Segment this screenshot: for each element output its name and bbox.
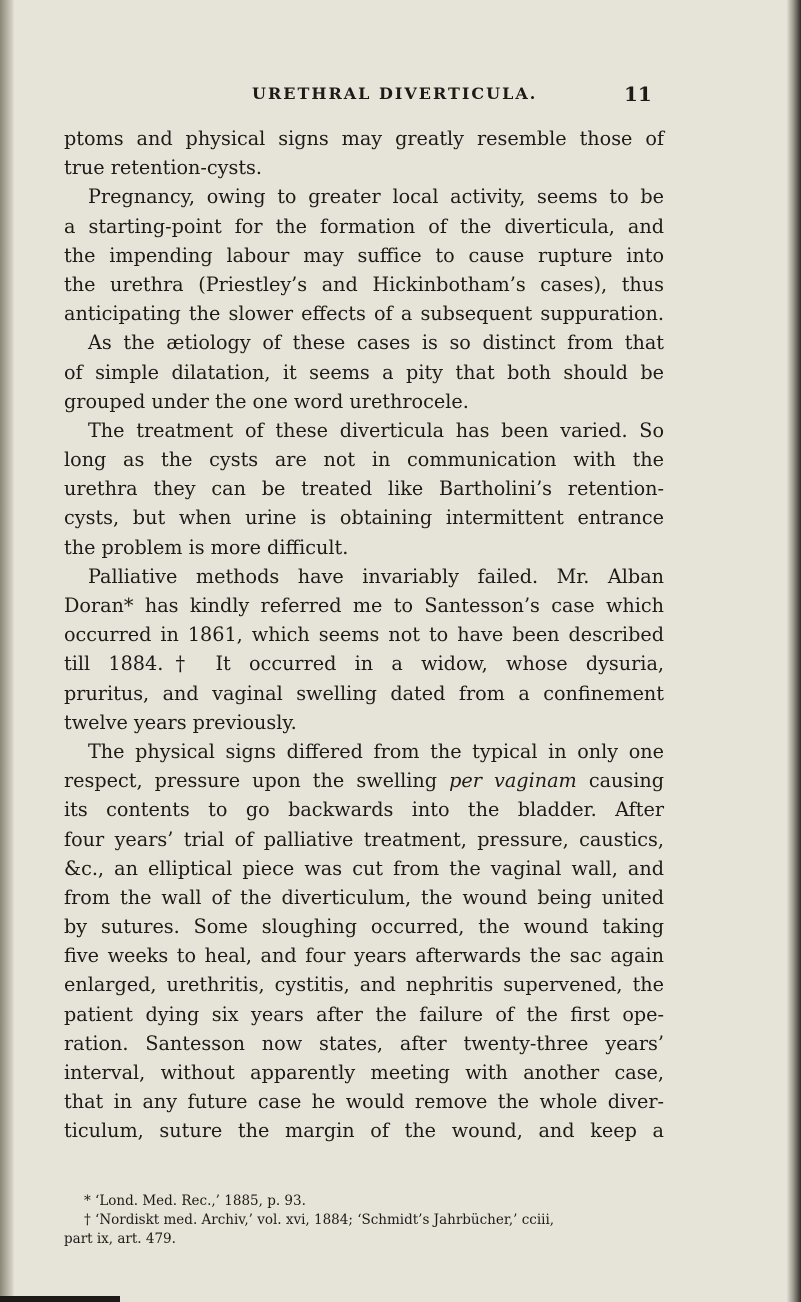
- body-text: [64, 124, 664, 1146]
- text-line: occurred in 1861, which seems not to have been described: [64, 623, 664, 647]
- text-line: its contents to go backwards into the bladder. After: [64, 798, 664, 822]
- text-line: of simple dilatation, it seems a pity that both should be: [64, 360, 664, 384]
- text-line: by sutures. Some sloughing occurred, the wound taking: [64, 915, 664, 939]
- text-line: a starting-point for the formation of the diverticula, and: [64, 214, 664, 238]
- text-line: four years’ trial of palliative treatment, pressure, caustics,: [64, 827, 664, 851]
- text-line: pruritus, and vaginal swelling dated from a confinement: [64, 681, 664, 705]
- text-line: Doran* has kindly referred me to Santesson’s case which: [64, 594, 664, 617]
- page-edge-shadow: [787, 0, 801, 1302]
- text-line: patient dying six years after the failure of the first ope-: [64, 1002, 664, 1026]
- text-line: Palliative methods have invariably failed. Mr. Alban: [88, 564, 664, 588]
- text-line: ration. Santesson now states, after twenty-three years’: [64, 1031, 664, 1055]
- text-line: &c., an elliptical piece was cut from the vaginal wall, and: [64, 856, 664, 880]
- text-line: As the ætiology of these cases is so distinct from that: [88, 331, 664, 355]
- text-line: twelve years previously.: [64, 710, 297, 734]
- text-segment: respect, pressure upon the swelling: [64, 769, 437, 793]
- text-line: urethra they can be treated like Bartholini’s retention-: [64, 477, 664, 501]
- page-header: [0, 84, 801, 110]
- text-line: anticipating the slower effects of a subsequent suppuration.: [64, 302, 664, 326]
- page-corner-shadow: [0, 1296, 120, 1302]
- text-line: ticulum, suture the margin of the wound, and keep a: [64, 1119, 664, 1143]
- text-line: till 1884.† It occurred in a widow, whose dysuria,: [64, 652, 664, 676]
- text-line: cysts, but when urine is obtaining intermittent entrance: [64, 506, 664, 530]
- text-line: The treatment of these diverticula has been varied. So: [88, 418, 664, 442]
- footnotes: [64, 1192, 664, 1249]
- footnote: * ‘Lond. Med. Rec.,’ 1885, p. 93.: [84, 1193, 306, 1209]
- text-line: the urethra (Priestley’s and Hickinbotham’s cases), thus: [64, 272, 664, 296]
- text-line: grouped under the one word urethrocele.: [64, 389, 469, 413]
- text-line: that in any future case he would remove the whole diver-: [64, 1090, 664, 1114]
- text-line: the impending labour may suffice to cause rupture into: [64, 243, 664, 267]
- running-head: URETHRAL DIVERTICULA.: [252, 84, 538, 103]
- text-line: the problem is more difficult.: [64, 535, 349, 559]
- text-line: Pregnancy, owing to greater local activity, seems to be: [88, 185, 664, 209]
- text-line: enlarged, urethritis, cystitis, and nephritis supervened, the: [64, 973, 664, 997]
- text-line: ptoms and physical signs may greatly resemble those of: [64, 127, 664, 150]
- page-number: 11: [624, 82, 652, 106]
- text-line: true retention-cysts.: [64, 156, 262, 180]
- text-line: five weeks to heal, and four years afterwards the sac again: [64, 944, 664, 968]
- italic-phrase: per vaginam: [449, 769, 577, 793]
- text-line: The physical signs differed from the typical in only one: [88, 739, 664, 763]
- text-line: from the wall of the diverticulum, the wound being united: [64, 885, 664, 909]
- text-line: long as the cysts are not in communication with the: [64, 448, 664, 472]
- footnote: † ‘Nordiskt med. Archiv,’ vol. xvi, 1884; ‘Schmidt’s Jahrbücher,’ cciii,: [84, 1212, 555, 1228]
- text-line: interval, without apparently meeting with another case,: [64, 1061, 664, 1084]
- text-segment: causing: [588, 769, 664, 793]
- page-binding-shadow: [0, 0, 14, 1302]
- footnote-continuation: part ix, art. 479.: [64, 1231, 176, 1247]
- text-line-with-italic: [64, 766, 664, 795]
